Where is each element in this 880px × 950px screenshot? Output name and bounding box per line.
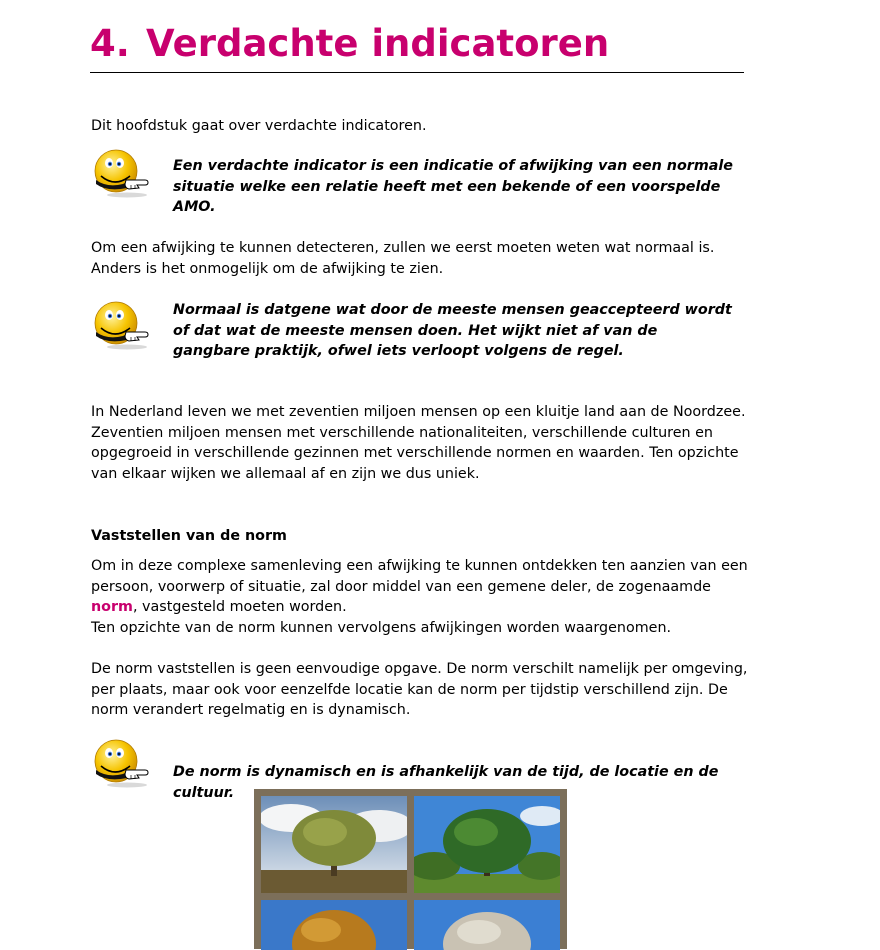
chapter-heading xyxy=(90,22,744,73)
norm-text-line2: Ten opzichte van de norm kunnen vervolgens afwijkingen worden waargenomen. xyxy=(91,619,672,636)
pointing-smiley-icon xyxy=(93,148,161,198)
chapter-number: 4. xyxy=(90,22,130,65)
norm-text-before: Om in deze complexe samenleving een afwijking te kunnen ontdekken ten aanzien van een persoon, voorwerp of situatie, zal door middel van een gemene deler, de zogenaamde xyxy=(91,558,748,595)
paragraph-norm-dynamic: De norm vaststellen is geen eenvoudige opgave. De norm verschilt namelijk per omgeving, per plaats, maar ook voor eenzelfde locatie kan de norm per tijdstip verschillend zijn. De norm verandert regelmatig en is dynamisch. xyxy=(91,661,748,718)
callout-definition-normal: Normaal is datgene wat door de meeste mensen geaccepteerd wordt of dat wat de meeste mensen doen. Het wijkt niet af van de gangbare praktijk, ofwel iets verloopt volgens de regel. xyxy=(173,302,732,359)
paragraph-normal: Om een afwijking te kunnen detecteren, zullen we eerst moeten weten wat normaal is. Anders is het onmogelijk om de afwijking te zien. xyxy=(91,240,715,277)
section-title: Vaststellen van de norm xyxy=(91,528,287,544)
pointing-smiley-icon xyxy=(93,300,161,350)
intro-paragraph: Dit hoofdstuk gaat over verdachte indicatoren. xyxy=(91,118,427,134)
tree-seasons-collage xyxy=(254,789,567,949)
norm-text-after: , vastgesteld moeten worden. xyxy=(132,599,347,615)
tree-photo-winter xyxy=(414,900,560,950)
tree-photo-autumn xyxy=(261,900,407,950)
tree-photo-summer xyxy=(414,796,560,893)
norm-keyword: norm xyxy=(91,599,133,615)
callout-definition-indicator: Een verdachte indicator is een indicatie of afwijking van een normale situatie welke een relatie heeft met een bekende of een voorspelde AMO. xyxy=(173,158,733,215)
chapter-title: Verdachte indicatoren xyxy=(146,22,610,65)
callout-norm-dynamic: De norm is dynamisch en is afhankelijk van de tijd, de locatie en de cultuur. xyxy=(173,764,719,801)
tree-photo-spring xyxy=(261,796,407,893)
section-heading xyxy=(91,526,751,547)
pointing-smiley-icon xyxy=(93,738,161,788)
paragraph-netherlands: In Nederland leven we met zeventien miljoen mensen op een kluitje land aan de Noordzee. Zeventien miljoen mensen met verschillende nationaliteiten, verschillende culturen en opgegroeid in verschillende gezinnen met verschillende normen en waarden. Ten opzichte van elkaar wijken we allemaal af en zijn we dus uniek. xyxy=(91,404,746,482)
paragraph-norm-definition xyxy=(91,556,751,638)
